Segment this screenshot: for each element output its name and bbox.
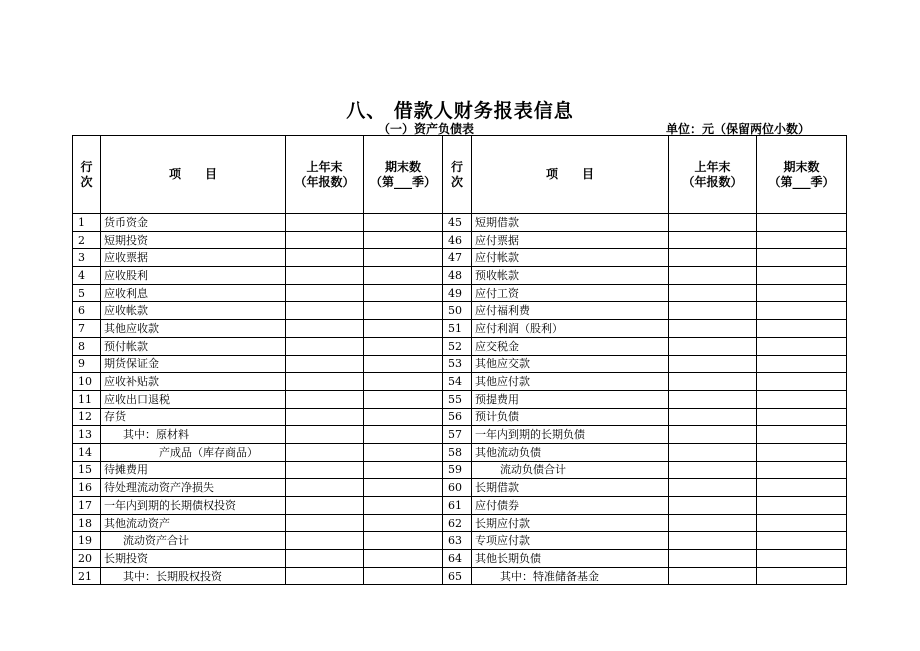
cur-value-left-input[interactable] — [364, 514, 443, 532]
prev-value-right-input[interactable] — [669, 214, 757, 232]
row-number-left: 16 — [73, 479, 101, 497]
prev-value-right-input[interactable] — [669, 284, 757, 302]
item-name-left: 短期投资 — [101, 231, 286, 249]
row-number-right: 55 — [443, 390, 472, 408]
item-name-right: 应付帐款 — [472, 249, 669, 267]
item-name-right: 其中：特准储备基金 — [472, 567, 669, 585]
prev-value-right-input[interactable] — [669, 550, 757, 568]
item-name-left: 存货 — [101, 408, 286, 426]
prev-value-left-input[interactable] — [286, 532, 364, 550]
item-name-left: 其他流动资产 — [101, 514, 286, 532]
table-row — [73, 390, 847, 408]
prev-value-left-input[interactable] — [286, 443, 364, 461]
cur-value-left-input[interactable] — [364, 267, 443, 285]
row-number-left: 9 — [73, 355, 101, 373]
row-number-right: 58 — [443, 443, 472, 461]
cur-value-left-input[interactable] — [364, 550, 443, 568]
table-row — [73, 267, 847, 285]
item-name-right: 应付债券 — [472, 497, 669, 515]
prev-value-right-input[interactable] — [669, 567, 757, 585]
row-number-right: 54 — [443, 373, 472, 391]
row-number-right: 50 — [443, 302, 472, 320]
table-subtitle: （一）资产负债表 — [378, 122, 475, 136]
cur-value-right-input[interactable] — [757, 567, 847, 585]
cur-value-left-input[interactable] — [364, 532, 443, 550]
item-name-left: 应收股利 — [101, 267, 286, 285]
prev-value-right-input[interactable] — [669, 479, 757, 497]
header-prev-right: 上年末 （年报数） — [669, 136, 757, 214]
prev-value-left-input[interactable] — [286, 302, 364, 320]
prev-value-right-input[interactable] — [669, 426, 757, 444]
item-name-left: 应收利息 — [101, 284, 286, 302]
cur-value-left-input[interactable] — [364, 214, 443, 232]
row-number-left: 18 — [73, 514, 101, 532]
row-number-left: 20 — [73, 550, 101, 568]
item-name-right: 短期借款 — [472, 214, 669, 232]
item-name-right: 其他流动负债 — [472, 443, 669, 461]
item-name-right: 一年内到期的长期负债 — [472, 426, 669, 444]
item-name-right: 预提费用 — [472, 390, 669, 408]
table-row — [73, 514, 847, 532]
row-number-left: 14 — [73, 443, 101, 461]
table-row — [73, 567, 847, 585]
table-row — [73, 284, 847, 302]
item-name-right: 预收帐款 — [472, 267, 669, 285]
item-name-right: 其他应交款 — [472, 355, 669, 373]
header-item-left: 项 目 — [101, 136, 286, 214]
cur-value-right-input[interactable] — [757, 267, 847, 285]
cur-value-right-input[interactable] — [757, 426, 847, 444]
item-name-left: 其中：原材料 — [101, 426, 286, 444]
table-row — [73, 461, 847, 479]
item-name-left: 货币资金 — [101, 214, 286, 232]
row-number-left: 6 — [73, 302, 101, 320]
table-row — [73, 214, 847, 232]
cur-value-right-input[interactable] — [757, 249, 847, 267]
cur-value-left-input[interactable] — [364, 231, 443, 249]
prev-value-left-input[interactable] — [286, 373, 364, 391]
prev-value-left-input[interactable] — [286, 479, 364, 497]
prev-value-right-input[interactable] — [669, 514, 757, 532]
prev-value-right-input[interactable] — [669, 320, 757, 338]
item-name-left: 期货保证金 — [101, 355, 286, 373]
prev-value-left-input[interactable] — [286, 214, 364, 232]
prev-value-right-input[interactable] — [669, 249, 757, 267]
prev-value-left-input[interactable] — [286, 231, 364, 249]
row-number-left: 15 — [73, 461, 101, 479]
cur-value-right-input[interactable] — [757, 514, 847, 532]
prev-value-left-input[interactable] — [286, 267, 364, 285]
row-number-right: 46 — [443, 231, 472, 249]
cur-value-right-input[interactable] — [757, 550, 847, 568]
prev-value-left-input[interactable] — [286, 320, 364, 338]
prev-value-right-input[interactable] — [669, 532, 757, 550]
row-number-right: 56 — [443, 408, 472, 426]
header-row-no-right: 行 次 — [443, 136, 472, 214]
table-row — [73, 337, 847, 355]
prev-value-right-input[interactable] — [669, 443, 757, 461]
prev-value-left-input[interactable] — [286, 567, 364, 585]
cur-value-left-input[interactable] — [364, 408, 443, 426]
row-number-right: 57 — [443, 426, 472, 444]
cur-value-left-input[interactable] — [364, 373, 443, 391]
row-number-left: 19 — [73, 532, 101, 550]
header-cur-right: 期末数 （第___季） — [757, 136, 847, 214]
row-number-right: 60 — [443, 479, 472, 497]
prev-value-right-input[interactable] — [669, 408, 757, 426]
row-number-left: 8 — [73, 337, 101, 355]
item-name-right: 其他应付款 — [472, 373, 669, 391]
table-row — [73, 408, 847, 426]
page-title: 八、 借款人财务报表信息 — [346, 100, 574, 122]
cur-value-right-input[interactable] — [757, 284, 847, 302]
table-row — [73, 231, 847, 249]
item-name-left: 应收帐款 — [101, 302, 286, 320]
balance-sheet-table — [72, 135, 847, 585]
row-number-right: 53 — [443, 355, 472, 373]
cur-value-left-input[interactable] — [364, 390, 443, 408]
row-number-right: 47 — [443, 249, 472, 267]
prev-value-left-input[interactable] — [286, 337, 364, 355]
row-number-right: 59 — [443, 461, 472, 479]
cur-value-left-input[interactable] — [364, 479, 443, 497]
prev-value-left-input[interactable] — [286, 355, 364, 373]
cur-value-left-input[interactable] — [364, 249, 443, 267]
item-name-right: 流动负债合计 — [472, 461, 669, 479]
cur-value-right-input[interactable] — [757, 231, 847, 249]
table-row — [73, 550, 847, 568]
cur-value-left-input[interactable] — [364, 443, 443, 461]
header-item-right: 项 目 — [472, 136, 669, 214]
row-number-left: 1 — [73, 214, 101, 232]
item-name-left: 一年内到期的长期债权投资 — [101, 497, 286, 515]
row-number-left: 17 — [73, 497, 101, 515]
prev-value-right-input[interactable] — [669, 461, 757, 479]
cur-value-left-input[interactable] — [364, 461, 443, 479]
prev-value-left-input[interactable] — [286, 390, 364, 408]
row-number-right: 51 — [443, 320, 472, 338]
table-row — [73, 373, 847, 391]
row-number-left: 3 — [73, 249, 101, 267]
table-row — [73, 320, 847, 338]
cur-value-left-input[interactable] — [364, 426, 443, 444]
prev-value-right-input[interactable] — [669, 267, 757, 285]
cur-value-left-input[interactable] — [364, 302, 443, 320]
item-name-left: 预付帐款 — [101, 337, 286, 355]
cur-value-right-input[interactable] — [757, 355, 847, 373]
prev-value-left-input[interactable] — [286, 249, 364, 267]
header-row-no-left: 行 次 — [73, 136, 101, 214]
row-number-right: 49 — [443, 284, 472, 302]
cur-value-right-input[interactable] — [757, 479, 847, 497]
prev-value-right-input[interactable] — [669, 390, 757, 408]
cur-value-left-input[interactable] — [364, 320, 443, 338]
cur-value-left-input[interactable] — [364, 284, 443, 302]
item-name-left: 其他应收款 — [101, 320, 286, 338]
item-name-left: 应收票据 — [101, 249, 286, 267]
table-row — [73, 426, 847, 444]
cur-value-left-input[interactable] — [364, 355, 443, 373]
prev-value-right-input[interactable] — [669, 337, 757, 355]
table-row — [73, 479, 847, 497]
row-number-left: 21 — [73, 567, 101, 585]
table-row — [73, 443, 847, 461]
row-number-left: 2 — [73, 231, 101, 249]
row-number-left: 12 — [73, 408, 101, 426]
prev-value-right-input[interactable] — [669, 373, 757, 391]
item-name-right: 应付利润（股利） — [472, 320, 669, 338]
cur-value-right-input[interactable] — [757, 337, 847, 355]
prev-value-right-input[interactable] — [669, 355, 757, 373]
row-number-right: 65 — [443, 567, 472, 585]
item-name-left: 其中：长期股权投资 — [101, 567, 286, 585]
item-name-left: 待处理流动资产净损失 — [101, 479, 286, 497]
table-row — [73, 497, 847, 515]
item-name-left: 应收补贴款 — [101, 373, 286, 391]
header-prev-left: 上年末 （年报数） — [286, 136, 364, 214]
unit-note: 单位：元（保留两位小数） — [666, 122, 811, 136]
prev-value-left-input[interactable] — [286, 408, 364, 426]
row-number-right: 63 — [443, 532, 472, 550]
row-number-left: 5 — [73, 284, 101, 302]
row-number-right: 48 — [443, 267, 472, 285]
item-name-right: 应交税金 — [472, 337, 669, 355]
cur-value-right-input[interactable] — [757, 461, 847, 479]
item-name-right: 长期应付款 — [472, 514, 669, 532]
item-name-left: 流动资产合计 — [101, 532, 286, 550]
row-number-left: 7 — [73, 320, 101, 338]
table-row — [73, 302, 847, 320]
row-number-left: 11 — [73, 390, 101, 408]
row-number-left: 10 — [73, 373, 101, 391]
cur-value-right-input[interactable] — [757, 302, 847, 320]
prev-value-right-input[interactable] — [669, 497, 757, 515]
row-number-left: 4 — [73, 267, 101, 285]
prev-value-right-input[interactable] — [669, 302, 757, 320]
cur-value-right-input[interactable] — [757, 408, 847, 426]
table-row — [73, 249, 847, 267]
item-name-left: 长期投资 — [101, 550, 286, 568]
prev-value-left-input[interactable] — [286, 497, 364, 515]
row-number-right: 45 — [443, 214, 472, 232]
row-number-right: 62 — [443, 514, 472, 532]
item-name-right: 应付福利费 — [472, 302, 669, 320]
prev-value-left-input[interactable] — [286, 550, 364, 568]
table-row — [73, 355, 847, 373]
prev-value-right-input[interactable] — [669, 231, 757, 249]
item-name-right: 应付票据 — [472, 231, 669, 249]
item-name-right: 专项应付款 — [472, 532, 669, 550]
header-cur-left: 期末数 （第___季） — [364, 136, 443, 214]
row-number-right: 52 — [443, 337, 472, 355]
item-name-right: 长期借款 — [472, 479, 669, 497]
item-name-right: 其他长期负债 — [472, 550, 669, 568]
prev-value-left-input[interactable] — [286, 514, 364, 532]
cur-value-right-input[interactable] — [757, 320, 847, 338]
table-row — [73, 532, 847, 550]
item-name-left: 产成品（库存商品） — [101, 443, 286, 461]
cur-value-right-input[interactable] — [757, 214, 847, 232]
row-number-right: 64 — [443, 550, 472, 568]
cur-value-right-input[interactable] — [757, 373, 847, 391]
item-name-left: 待摊费用 — [101, 461, 286, 479]
prev-value-left-input[interactable] — [286, 461, 364, 479]
cur-value-left-input[interactable] — [364, 497, 443, 515]
cur-value-right-input[interactable] — [757, 390, 847, 408]
item-name-right: 预计负债 — [472, 408, 669, 426]
item-name-right: 应付工资 — [472, 284, 669, 302]
cur-value-left-input[interactable] — [364, 567, 443, 585]
cur-value-right-input[interactable] — [757, 532, 847, 550]
prev-value-left-input[interactable] — [286, 426, 364, 444]
cur-value-right-input[interactable] — [757, 497, 847, 515]
item-name-left: 应收出口退税 — [101, 390, 286, 408]
prev-value-left-input[interactable] — [286, 284, 364, 302]
cur-value-left-input[interactable] — [364, 337, 443, 355]
row-number-right: 61 — [443, 497, 472, 515]
row-number-left: 13 — [73, 426, 101, 444]
cur-value-right-input[interactable] — [757, 443, 847, 461]
table-header-row — [73, 136, 847, 214]
